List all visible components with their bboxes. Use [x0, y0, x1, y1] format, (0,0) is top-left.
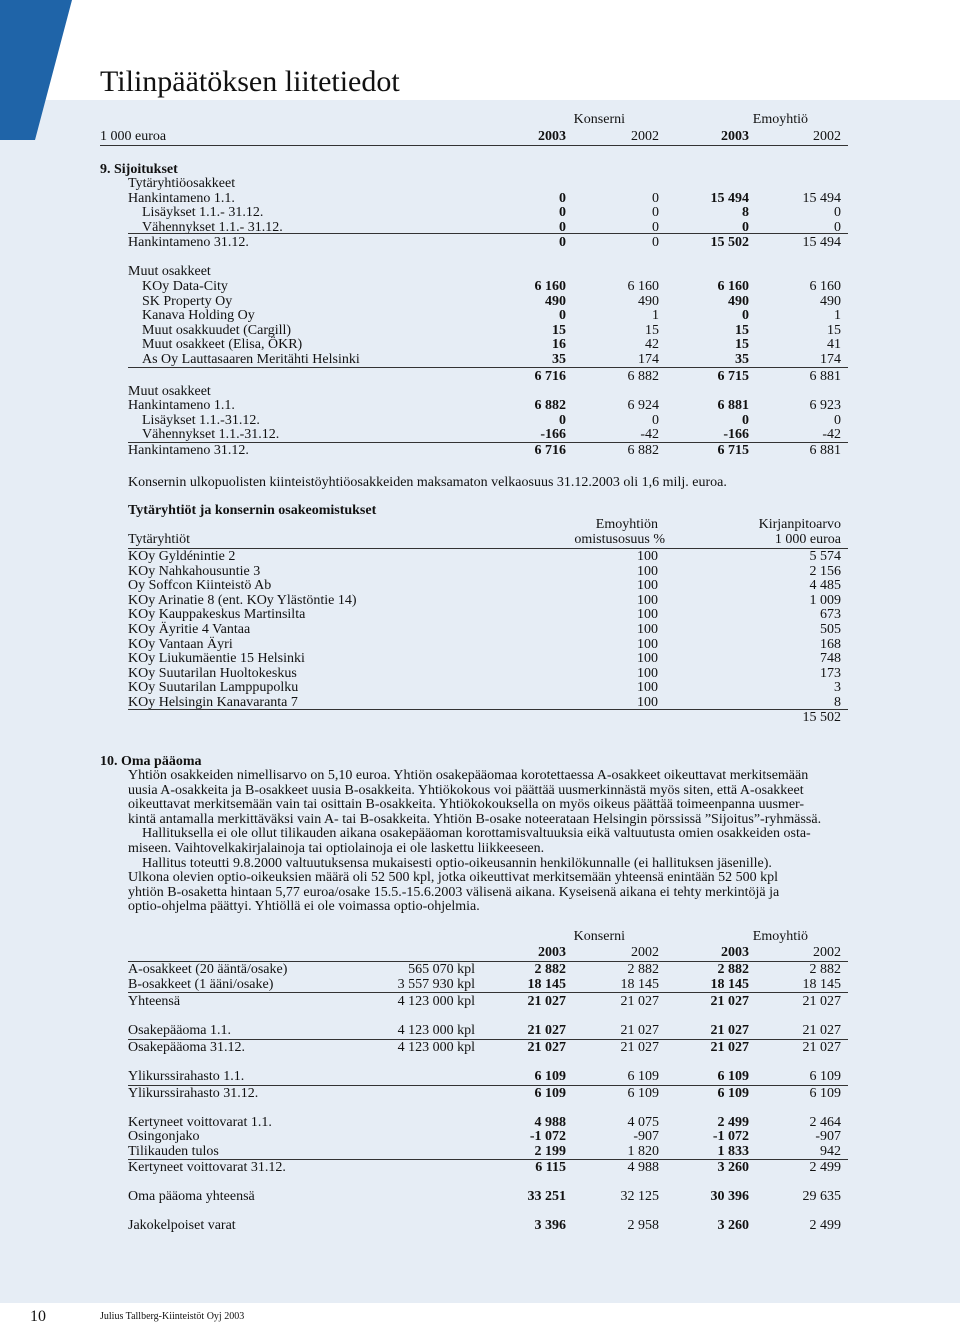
equity-row-shares: 3 557 930 kpl: [397, 977, 475, 992]
subsidiary-ownership: 100: [637, 680, 658, 696]
subsidiary-name: KOy Nahkahousuntie 3: [128, 563, 261, 579]
muut-osakkeet-2-value-col4: 0: [834, 413, 841, 428]
equity-row-value-col2: 21 027: [620, 994, 659, 1009]
s9-row-value-col3: 15 502: [710, 235, 749, 250]
muut-osakkeet-label: Muut osakkuudet (Cargill): [142, 322, 292, 338]
equity-row-value-col4: 29 635: [802, 1189, 841, 1204]
muut-osakkeet-2-value-col2: 6 924: [627, 398, 659, 413]
muut-osakkeet-2-value-col2: 6 882: [627, 443, 659, 458]
subsidiaries-col3-header-b: 1 000 euroa: [774, 532, 841, 547]
muut-osakkeet-2-label: Hankintameno 1.1.: [128, 398, 235, 413]
equity-row-value-col1: 21 027: [527, 994, 566, 1009]
equity-row-label: Jakokelpoiset varat: [128, 1218, 236, 1233]
equity-row-label: Oma pääoma yhteensä: [128, 1189, 255, 1204]
section-10-text-line: miseen. Vaihtovelkakirjalainoja tai optiolainoja ei ole laskettu liikkeeseen.: [128, 840, 545, 856]
muut-osakkeet-value-col3: 15: [735, 337, 749, 353]
muut-osakkeet-2-value-col4: 6 923: [809, 398, 841, 413]
equity-row-value-col4: 21 027: [802, 1040, 841, 1055]
equity-row-value-col1: 4 988: [534, 1115, 566, 1130]
section-10-text-line: oikeuttavat merkitsemään vain tai osittain B-osakkeita. Yhtiökokouksella on myös oikeus päättää toimeenpanna uusmer-: [128, 797, 805, 813]
equity-row-value-col2: -907: [633, 1129, 659, 1144]
muut-osakkeet-value-col2: 1: [652, 308, 659, 324]
subsidiary-name: Oy Soffcon Kiinteistö Ab: [128, 578, 272, 594]
muut-osakkeet-title: Muut osakkeet: [128, 264, 211, 279]
page-number: 10: [30, 1308, 46, 1325]
subsidiary-book-value: 168: [820, 636, 841, 652]
subsidiaries-total-rule: [128, 709, 848, 710]
s9-row-value-col3: 0: [742, 220, 749, 235]
equity-row-value-col1: 6 115: [535, 1160, 566, 1175]
muut-osakkeet-value-col2: 6 160: [627, 279, 659, 294]
muut-osakkeet-total-col4: 6 881: [809, 369, 841, 384]
muut-osakkeet-value-col2: 174: [638, 352, 659, 367]
muut-osakkeet-2-value-col3: 0: [742, 413, 749, 428]
muut-osakkeet-label: Muut osakkeet (Elisa, ÖKR): [142, 337, 303, 353]
muut-osakkeet-2-label: Vähennykset 1.1.-31.12.: [142, 427, 280, 442]
equity-row-label: Osakepääoma 1.1.: [128, 1023, 232, 1038]
equity-row-value-col3: 2 499: [717, 1115, 749, 1130]
subsidiary-book-value: 4 485: [809, 578, 841, 594]
muut-osakkeet-value-col3: 15: [735, 322, 749, 338]
muut-osakkeet-rule: [128, 367, 848, 368]
muut-osakkeet-label: KOy Data-City: [142, 279, 228, 294]
footer-company: Julius Tallberg-Kiinteistöt Oyj 2003: [100, 1311, 245, 1322]
s9-row-value-col4: 15 494: [802, 235, 841, 250]
subsidiary-book-value: 8: [834, 695, 841, 710]
muut-osakkeet-2-value-col2: -42: [640, 427, 659, 442]
muut-osakkeet-2-value-col3: -166: [723, 427, 749, 442]
header-year-1: 2003: [538, 129, 566, 144]
muut-osakkeet-2-value-col1: -166: [540, 427, 566, 442]
s9-row-value-col4: 15 494: [802, 191, 841, 206]
muut-osakkeet-label: SK Property Oy: [142, 293, 233, 309]
muut-osakkeet-value-col1: 0: [559, 308, 566, 324]
section-10-text-line: Hallitus toteutti 9.8.2000 valtuutuksensa mukaisesti optio-oikeusannin henkilökunnalle (ei hallituksen jäsenille).: [128, 855, 772, 871]
header-rule: [100, 145, 848, 146]
subsidiary-name: KOy Helsingin Kanavaranta 7: [128, 695, 298, 710]
muut-osakkeet-2-value-col1: 6 716: [534, 443, 566, 458]
equity-row-value-col3: 2 882: [717, 962, 749, 977]
muut-osakkeet-value-col4: 6 160: [809, 279, 841, 294]
equity-row-value-col2: 21 027: [620, 1023, 659, 1038]
subsidiary-ownership: 100: [637, 665, 658, 681]
muut-osakkeet-2-title: Muut osakkeet: [128, 384, 211, 399]
corner-accent-shape: [0, 0, 72, 140]
equity-row-label: A-osakkeet (20 ääntä/osake): [128, 962, 288, 977]
muut-osakkeet-value-col3: 0: [742, 308, 749, 324]
subsidiary-ownership: 100: [637, 636, 658, 652]
muut-osakkeet-value-col1: 16: [552, 337, 566, 353]
header-unit: 1 000 euroa: [100, 129, 167, 144]
equity-row-value-col3: -1 072: [712, 1129, 749, 1144]
s10-header-emoyhtio: Emoyhtiö: [752, 929, 808, 944]
subsidiaries-col3-header-a: Kirjanpitoarvo: [758, 517, 841, 532]
muut-osakkeet-value-col1: 15: [552, 322, 566, 338]
equity-row-value-col4: 18 145: [802, 977, 841, 992]
s9-row-value-col2: 0: [652, 205, 659, 220]
s9-row-value-col4: 0: [834, 205, 841, 220]
muut-osakkeet-2-value-col1: 6 882: [534, 398, 566, 413]
s9-row-value-col2: 0: [652, 220, 659, 235]
equity-row-value-col2: 6 109: [627, 1069, 659, 1084]
equity-row-value-col1: 21 027: [527, 1023, 566, 1038]
muut-osakkeet-value-col1: 35: [552, 352, 566, 367]
s9-row-label: Vähennykset 1.1.- 31.12.: [142, 220, 283, 235]
subsidiary-book-value: 673: [820, 607, 841, 623]
subsidiaries-col2-header-b: omistusosuus %: [574, 532, 665, 547]
s9-note: Konsernin ulkopuolisten kiinteistöyhtiöosakkeiden maksamaton velkaosuus 31.12.2003 oli 1,6 milj. euroa.: [128, 475, 727, 490]
subsidiary-name: KOy Kauppakeskus Martinsilta: [128, 607, 306, 623]
s9-row-label: Lisäykset 1.1.- 31.12.: [142, 205, 264, 220]
equity-row-value-col3: 3 260: [717, 1160, 749, 1175]
equity-row-value-col4: 6 109: [809, 1069, 841, 1084]
equity-row-value-col1: 6 109: [534, 1086, 566, 1101]
equity-row-value-col1: -1 072: [529, 1129, 566, 1144]
equity-row-value-col2: 4 075: [627, 1115, 659, 1130]
s9-row-value-col3: 15 494: [710, 191, 749, 206]
s10-header-year-1: 2003: [538, 945, 566, 960]
s10-header-year-4: 2002: [813, 945, 841, 960]
muut-osakkeet-value-col2: 15: [645, 322, 659, 338]
subsidiary-book-value: 505: [820, 622, 841, 637]
muut-osakkeet-value-col3: 490: [728, 293, 749, 309]
equity-row-value-col4: 2 464: [809, 1115, 841, 1130]
header-year-4: 2002: [813, 129, 841, 144]
muut-osakkeet-value-col4: 41: [827, 337, 841, 353]
subsidiary-ownership: 100: [637, 622, 658, 637]
section-10-text-line: yhtiön B-osaketta hintaan 5,77 euroa/osake 15.5.-15.6.2003 välisenä aikana. Kyseisenä aikana ei tehty merkintöjä ja: [128, 884, 780, 900]
subsidiary-book-value: 5 574: [809, 549, 841, 564]
equity-row-value-col3: 30 396: [710, 1189, 749, 1204]
muut-osakkeet-2-label: Hankintameno 31.12.: [128, 443, 249, 458]
s9-row-value-col2: 0: [652, 191, 659, 206]
muut-osakkeet-value-col4: 1: [834, 308, 841, 324]
subsidiaries-col1-header: Tytäryhtiöt: [128, 532, 191, 547]
muut-osakkeet-2-value-col1: 0: [559, 413, 566, 428]
equity-row-value-col2: 4 988: [627, 1160, 659, 1175]
subsidiary-name: KOy Gyldénintie 2: [128, 549, 236, 564]
equity-row-value-col1: 6 109: [534, 1069, 566, 1084]
equity-row-value-col4: 6 109: [809, 1086, 841, 1101]
subsidiary-name: KOy Arinatie 8 (ent. KOy Ylästöntie 14): [128, 592, 357, 608]
muut-osakkeet-total-col3: 6 715: [717, 369, 749, 384]
equity-row-value-col4: 2 882: [809, 962, 841, 977]
s10-header-year-2: 2002: [631, 945, 659, 960]
equity-row-label: Osakepääoma 31.12.: [128, 1040, 246, 1055]
subsidiary-book-value: 2 156: [809, 563, 841, 579]
subsidiary-book-value: 173: [820, 665, 841, 681]
muut-osakkeet-2-value-col3: 6 881: [717, 398, 749, 413]
equity-row-label: Osingonjako: [128, 1129, 200, 1144]
equity-row-label: B-osakkeet (1 ääni/osake): [128, 977, 274, 992]
equity-row-shares: 4 123 000 kpl: [397, 994, 475, 1009]
section-10-text-line: optio-ohjelma päättyi. Yhtiöllä ei ole voimassa optio-ohjelmia.: [128, 899, 480, 915]
header-year-3: 2003: [721, 129, 749, 144]
muut-osakkeet-2-label: Lisäykset 1.1.-31.12.: [142, 413, 260, 428]
equity-row-shares: 4 123 000 kpl: [397, 1023, 475, 1038]
subsidiaries-title: Tytäryhtiöt ja konsernin osakeomistukset: [128, 503, 377, 518]
muut-osakkeet-total-col2: 6 882: [627, 369, 659, 384]
muut-osakkeet-2-value-col2: 0: [652, 413, 659, 428]
subsidiary-ownership: 100: [637, 607, 658, 623]
s10-header-konserni: Konserni: [573, 929, 625, 944]
equity-row-value-col1: 2 199: [534, 1144, 566, 1159]
s9-row-value-col1: 0: [559, 220, 566, 235]
subsidiary-ownership: 100: [637, 549, 658, 564]
subsidiaries-col2-header-a: Emoyhtiön: [595, 517, 658, 532]
equity-row-value-col3: 1 833: [717, 1144, 749, 1159]
muut-osakkeet-value-col2: 42: [645, 337, 659, 353]
muut-osakkeet-value-col3: 35: [735, 352, 749, 367]
section-10-text-line: Ulkona olevien optio-oikeuksien määrä oli 52 500 kpl, jotka oikeuttivat merkitsemään yhteensä enintään 52 500 kpl: [128, 870, 779, 886]
subsidiary-ownership: 100: [637, 578, 658, 594]
equity-row-value-col4: 2 499: [809, 1160, 841, 1175]
subsidiaries-header-rule: [128, 548, 848, 549]
muut-osakkeet-value-col1: 6 160: [534, 279, 566, 294]
equity-row-value-col4: 2 499: [809, 1218, 841, 1233]
muut-osakkeet-label: As Oy Lauttasaaren Meritähti Helsinki: [142, 352, 360, 367]
subsidiary-name: KOy Suutarilan Huoltokeskus: [128, 665, 297, 681]
header-konserni: Konserni: [573, 112, 625, 127]
s9-row-value-col1: 0: [559, 235, 566, 250]
equity-row-shares: 4 123 000 kpl: [397, 1040, 475, 1055]
s9-row-label: Hankintameno 31.12.: [128, 235, 249, 250]
equity-rule-2: [128, 1039, 848, 1040]
subsidiary-ownership: 100: [637, 592, 658, 608]
muut-osakkeet-2-rule: [128, 442, 848, 443]
s9-row-value-col1: 0: [559, 191, 566, 206]
equity-row-value-col3: 6 109: [717, 1086, 749, 1101]
subsidiary-book-value: 1 009: [809, 592, 841, 608]
equity-row-value-col3: 3 260: [717, 1218, 749, 1233]
equity-row-label: Yhteensä: [128, 994, 181, 1009]
muut-osakkeet-value-col4: 174: [820, 352, 841, 367]
equity-row-value-col2: 6 109: [627, 1086, 659, 1101]
s9-row-value-col1: 0: [559, 205, 566, 220]
subsidiary-name: KOy Suutarilan Lamppupolku: [128, 680, 299, 696]
s9-row-value-col3: 8: [742, 205, 749, 220]
equity-row-label: Ylikurssirahasto 1.1.: [128, 1069, 245, 1084]
equity-row-value-col1: 2 882: [534, 962, 566, 977]
subsidiaries-total: 15 502: [802, 710, 841, 725]
equity-row-value-col4: 21 027: [802, 1023, 841, 1038]
equity-row-value-col2: 32 125: [620, 1189, 659, 1204]
equity-row-value-col2: 1 820: [627, 1144, 659, 1159]
equity-row-value-col2: 2 882: [627, 962, 659, 977]
muut-osakkeet-label: Kanava Holding Oy: [142, 308, 255, 324]
equity-row-label: Ylikurssirahasto 31.12.: [128, 1086, 259, 1101]
equity-row-shares: 565 070 kpl: [408, 962, 475, 977]
subsidiary-ownership: 100: [637, 563, 658, 579]
equity-rule-4: [128, 1159, 848, 1160]
s9-row-value-col4: 0: [834, 220, 841, 235]
equity-rule-3: [128, 1085, 848, 1086]
s10-header-year-3: 2003: [721, 945, 749, 960]
equity-row-label: Tilikauden tulos: [128, 1144, 219, 1159]
section-10-text-line: uusia A-osakkeita ja B-osakkeet uusia B-osakkeita. Yhtiökokous voi päättää uusmerkinnästä myös siten, että A-osakkeet: [128, 782, 804, 798]
equity-row-value-col4: 21 027: [802, 994, 841, 1009]
s9-rule: [128, 233, 848, 234]
subsidiary-ownership: 100: [637, 651, 658, 667]
muut-osakkeet-value-col1: 490: [545, 293, 566, 309]
section-10-title: 10. Oma pääoma: [100, 754, 202, 769]
section-10-text-line: kintä antamalla merkittäväksi vain A- tai B-osakkeita. Yhtiön B-osake noteerataan Helsingin pörssissä ”Sijoitus”-ryhmässä.: [128, 811, 822, 827]
equity-row-value-col4: 942: [820, 1144, 841, 1159]
subsidiary-book-value: 3: [834, 680, 841, 696]
section-10-text-line: Yhtiön osakkeiden nimellisarvo on 5,10 euroa. Yhtiön osakepääomaa korotettaessa A-osakkeet oikeuttavat merkitsemään: [128, 768, 809, 783]
subsidiary-book-value: 748: [820, 651, 841, 667]
section-10-text: [128, 769, 848, 915]
subsidiary-name: KOy Äyritie 4 Vantaa: [128, 622, 251, 637]
equity-row-value-col1: 3 396: [534, 1218, 566, 1233]
equity-row-value-col2: 21 027: [620, 1040, 659, 1055]
equity-row-value-col3: 6 109: [717, 1069, 749, 1084]
section-9-title: 9. Sijoitukset: [100, 162, 178, 177]
equity-row-label: Kertyneet voittovarat 1.1.: [128, 1115, 272, 1130]
subsidiary-name: KOy Liukumäentie 15 Helsinki: [128, 651, 305, 667]
muut-osakkeet-2-value-col4: -42: [822, 427, 841, 442]
equity-row-value-col3: 21 027: [710, 1023, 749, 1038]
header-emoyhtio: Emoyhtiö: [752, 112, 808, 127]
muut-osakkeet-value-col3: 6 160: [717, 279, 749, 294]
equity-row-value-col3: 18 145: [710, 977, 749, 992]
subsidiary-ownership: 100: [637, 695, 658, 710]
muut-osakkeet-value-col2: 490: [638, 293, 659, 309]
equity-row-value-col1: 33 251: [527, 1189, 566, 1204]
muut-osakkeet-total-col1: 6 716: [534, 369, 566, 384]
equity-row-value-col2: 2 958: [627, 1218, 659, 1233]
equity-row-value-col2: 18 145: [620, 977, 659, 992]
equity-rule-1: [128, 992, 848, 993]
section-10-text-line: Hallituksella ei ole ollut tilikauden aikana osakepääoman korottamisvaltuuksia eikä valtuutusta omien osakkeiden osta-: [128, 826, 811, 842]
muut-osakkeet-value-col4: 15: [827, 322, 841, 338]
s9-row-label: Hankintameno 1.1.: [128, 191, 235, 206]
muut-osakkeet-value-col4: 490: [820, 293, 841, 309]
equity-row-label: Kertyneet voittovarat 31.12.: [128, 1160, 286, 1175]
page-title: Tilinpäätöksen liitetiedot: [100, 65, 400, 98]
subsidiary-name: KOy Vantaan Äyri: [128, 636, 233, 652]
equity-row-value-col1: 21 027: [527, 1040, 566, 1055]
muut-osakkeet-2-value-col4: 6 881: [809, 443, 841, 458]
equity-row-value-col3: 21 027: [710, 994, 749, 1009]
equity-row-value-col4: -907: [815, 1129, 841, 1144]
equity-row-value-col3: 21 027: [710, 1040, 749, 1055]
header-year-2: 2002: [631, 129, 659, 144]
equity-row-value-col1: 18 145: [527, 977, 566, 992]
s9-row-value-col2: 0: [652, 235, 659, 250]
section-9-subtitle: Tytäryhtiöosakkeet: [128, 176, 236, 191]
muut-osakkeet-2-value-col3: 6 715: [717, 443, 749, 458]
